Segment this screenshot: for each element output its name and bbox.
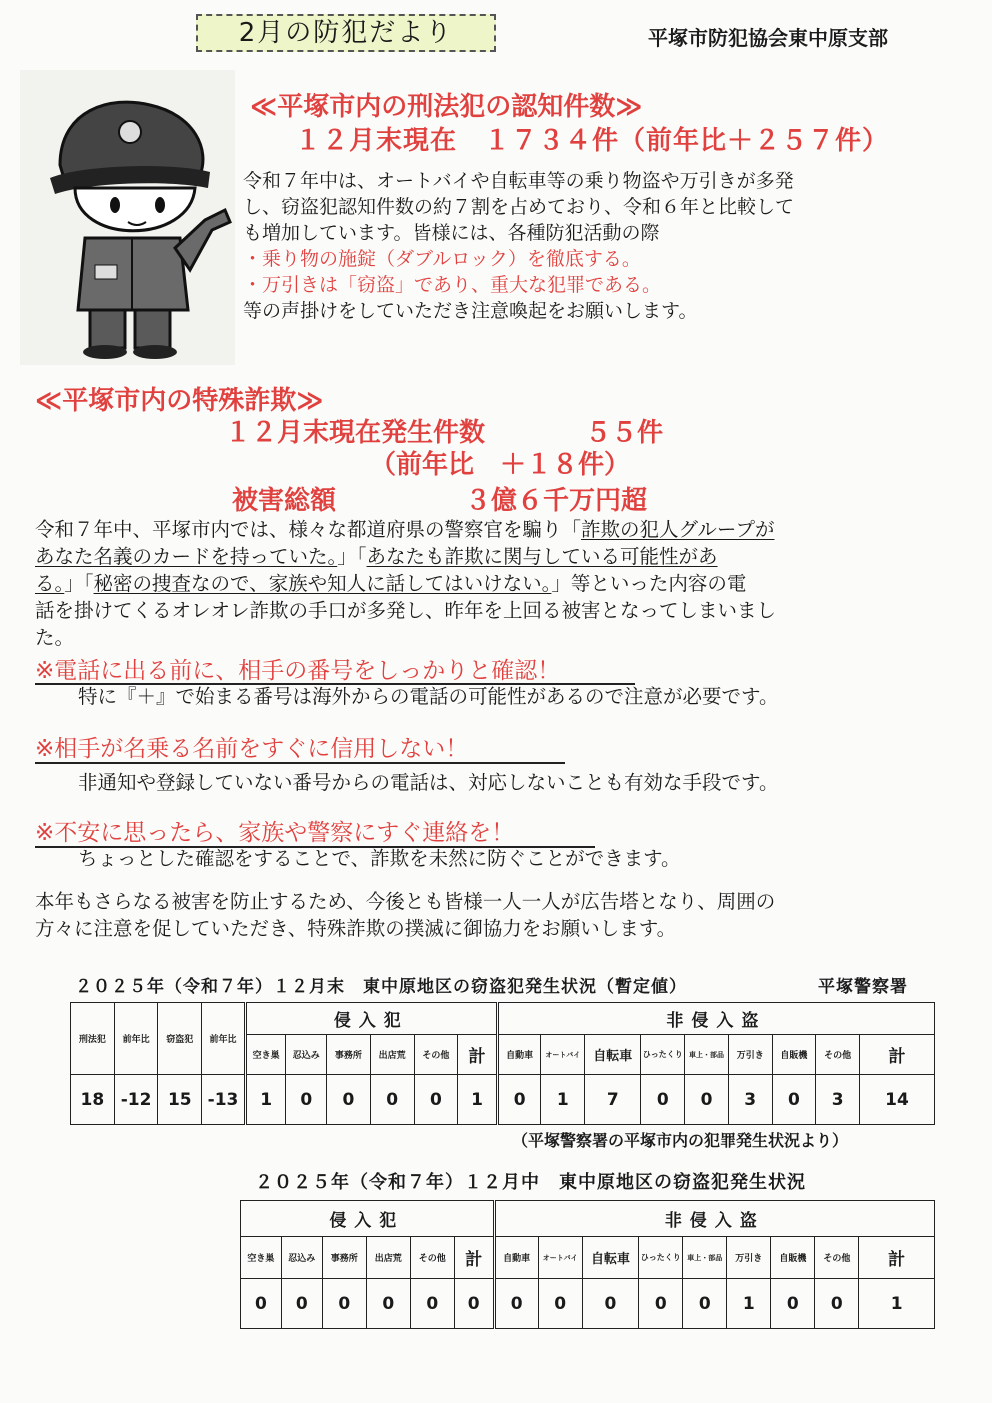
col-header: その他: [410, 1237, 454, 1279]
table-cell: 14: [860, 1075, 935, 1125]
col-header: ひったくり: [641, 1035, 685, 1075]
closing-line: 方々に注意を促していただき、特殊詐欺の撲滅に御協力をお願いします。: [35, 917, 677, 940]
fraud-count-value: ５５件: [585, 418, 664, 448]
table-cell: 3: [728, 1075, 772, 1125]
body-text: た。: [35, 626, 75, 649]
body-text: 」等といった内容の電: [551, 572, 747, 595]
warning-2-text: 非通知や登録していない番号からの電話は、対応しないことも有効な手段です。: [78, 771, 779, 794]
col-header: 忍込み: [281, 1237, 322, 1279]
table-cell: 0: [497, 1075, 541, 1125]
col-header: 自動車: [494, 1237, 538, 1279]
col-header: 空き巣: [241, 1237, 282, 1279]
section1-line4: 等の声掛けをしていただき注意喚起をお願いします。: [243, 300, 698, 322]
col-header: 出店荒: [370, 1035, 414, 1075]
table-cell: 0: [538, 1279, 582, 1329]
damage-value: ３億６千万円超: [465, 486, 648, 516]
col-header: 万引き: [727, 1237, 771, 1279]
col-header: 計: [859, 1237, 935, 1279]
col-header: 万引き: [728, 1035, 772, 1075]
table-cell: 0: [286, 1075, 327, 1125]
table-cell: 7: [585, 1075, 641, 1125]
table-cell: 0: [281, 1279, 322, 1329]
table-cell: 0: [815, 1279, 859, 1329]
closing-paragraph: [35, 888, 980, 942]
table-cell: 0: [410, 1279, 454, 1329]
col-header: 自転車: [585, 1035, 641, 1075]
fraud-count-label: １２月末現在発生件数: [225, 418, 486, 448]
warning-1-text: 特に『＋』で始まる番号は海外からの電話の可能性があるので注意が必要です。: [78, 685, 779, 708]
section2-heading: ≪平塚市内の特殊詐欺≫: [35, 386, 324, 416]
table-cell: 1: [727, 1279, 771, 1329]
table-cell: 3: [816, 1075, 860, 1125]
col-header: その他: [816, 1035, 860, 1075]
fraud-yoy: （前年比 ＋１８件）: [370, 450, 631, 480]
underlined-quote: 秘密の捜査なので、家族や知人に話してはいけない。: [93, 572, 552, 595]
body-text: 」「: [337, 545, 367, 568]
col-header: 事務所: [322, 1237, 366, 1279]
col-header: 計: [454, 1237, 494, 1279]
group-header-intrusion: 侵入犯: [241, 1201, 495, 1237]
col-header: 自販機: [772, 1035, 816, 1075]
table-cell: 0: [641, 1075, 685, 1125]
col-header: 自転車: [582, 1237, 639, 1279]
table-cell: -13: [202, 1075, 246, 1125]
warning-2: ※相手が名乗る名前をすぐに信用しない！: [35, 736, 469, 762]
police-officer-illustration: [20, 70, 235, 365]
table-cell: 0: [582, 1279, 639, 1329]
col-header: オートバイ: [541, 1035, 585, 1075]
table-cell: 1: [458, 1075, 498, 1125]
group-header-non-intrusion: 非侵入盗: [494, 1201, 934, 1237]
col-header: ひったくり: [639, 1237, 683, 1279]
table-cell: 0: [772, 1075, 816, 1125]
col-header: 事務所: [327, 1035, 371, 1075]
col-header: 計: [860, 1035, 935, 1075]
table-cell: 0: [685, 1075, 729, 1125]
table-cell: 0: [241, 1279, 282, 1329]
col-header: 自動車: [497, 1035, 541, 1075]
section1-line1: 令和７年中は、オートバイや自転車等の乗り物盗や万引きが多発: [243, 170, 794, 192]
warning-1: ※電話に出る前に、相手の番号をしっかりと確認！: [35, 658, 561, 684]
group-header-non-intrusion: 非侵入盗: [497, 1003, 934, 1035]
organization-name: 平塚市防犯協会東中原支部: [648, 26, 888, 50]
underlined-quote: あなた名義のカードを持っていた。: [35, 545, 338, 568]
section2-body: [35, 516, 980, 651]
table2-caption: ２０２５年（令和７年）１２月中 東中原地区の窃盗犯発生状況: [255, 1172, 806, 1193]
col-header: 計: [458, 1035, 498, 1075]
table-cell: 0: [370, 1075, 414, 1125]
closing-line: 本年もさらなる被害を防止するため、今後とも皆様一人一人が広告塔となり、周囲の: [35, 890, 776, 913]
table-cell: 0: [639, 1279, 683, 1329]
section1-body: [243, 168, 983, 324]
warning-3-text: ちょっとした確認をすることで、詐欺を未然に防ぐことができます。: [78, 847, 681, 870]
newsletter-title: 2月の防犯だより: [196, 14, 496, 52]
col-header: 窃盗犯: [158, 1003, 202, 1075]
col-header: 前年比: [114, 1003, 158, 1075]
body-text: 話を掛けてくるオレオレ詐欺の手口が多発し、昨年を上回る被害となってしまいまし: [35, 599, 777, 622]
section1-bullet1: ・乗り物の施錠（ダブルロック）を徹底する。: [243, 248, 641, 270]
table-cell: 15: [158, 1075, 202, 1125]
col-header: 車上・部品: [685, 1035, 729, 1075]
table-cell: 0: [414, 1075, 458, 1125]
warning-3: ※不安に思ったら、家族や警察にすぐ連絡を！: [35, 820, 515, 846]
theft-table-year: [70, 1002, 935, 1125]
table1-source: 平塚警察署: [818, 977, 908, 997]
section1-bullet2: ・万引きは「窃盗」であり、重大な犯罪である。: [243, 274, 662, 296]
table-cell: 0: [454, 1279, 494, 1329]
table-cell: 18: [71, 1075, 115, 1125]
section1-line2: し、窃盗犯認知件数の約７割を占めており、令和６年と比較して: [243, 196, 795, 218]
table-cell: 0: [683, 1279, 727, 1329]
section1-line3: も増加しています。皆様には、各種防犯活動の際: [243, 222, 660, 244]
col-header: 空き巣: [245, 1035, 286, 1075]
divider: [35, 762, 565, 764]
table-cell: 0: [327, 1075, 371, 1125]
col-header: 前年比: [202, 1003, 246, 1075]
col-header: その他: [414, 1035, 458, 1075]
damage-label: 被害総額: [232, 486, 337, 516]
underlined-quote: あなたも詐欺に関与している可能性があ: [366, 545, 718, 568]
body-text: 令和７年中、平塚市内では、様々な都道府県の警察官を騙り「: [35, 518, 582, 541]
section1-subheading: １２月末現在 １７３４件（前年比＋２５７件）: [295, 126, 890, 156]
table-cell: 0: [366, 1279, 410, 1329]
col-header: 出店荒: [366, 1237, 410, 1279]
col-header: オートバイ: [538, 1237, 582, 1279]
table1-caption: ２０２５年（令和７年）１２月末 東中原地区の窃盗犯発生状況（暫定値）: [75, 977, 687, 997]
table-cell: -12: [114, 1075, 158, 1125]
table1-note: （平塚警察署の平塚市内の犯罪発生状況より）: [512, 1131, 849, 1150]
section1-heading: ≪平塚市内の刑法犯の認知件数≫: [250, 92, 643, 122]
underlined-quote: 詐欺の犯人グループが: [581, 518, 775, 541]
col-header: 忍込み: [286, 1035, 327, 1075]
group-header-intrusion: 侵入犯: [245, 1003, 497, 1035]
col-header: その他: [815, 1237, 859, 1279]
table-cell: 1: [245, 1075, 286, 1125]
col-header: 自販機: [771, 1237, 815, 1279]
col-header: 車上・部品: [683, 1237, 727, 1279]
table-cell: 1: [859, 1279, 935, 1329]
table-cell: 1: [541, 1075, 585, 1125]
table-cell: 0: [322, 1279, 366, 1329]
theft-table-month: [240, 1200, 935, 1329]
table-cell: 0: [494, 1279, 538, 1329]
table-cell: 0: [771, 1279, 815, 1329]
body-text: 」「: [64, 572, 94, 595]
underlined-quote: る。: [35, 572, 65, 595]
col-header: 刑法犯: [71, 1003, 115, 1075]
